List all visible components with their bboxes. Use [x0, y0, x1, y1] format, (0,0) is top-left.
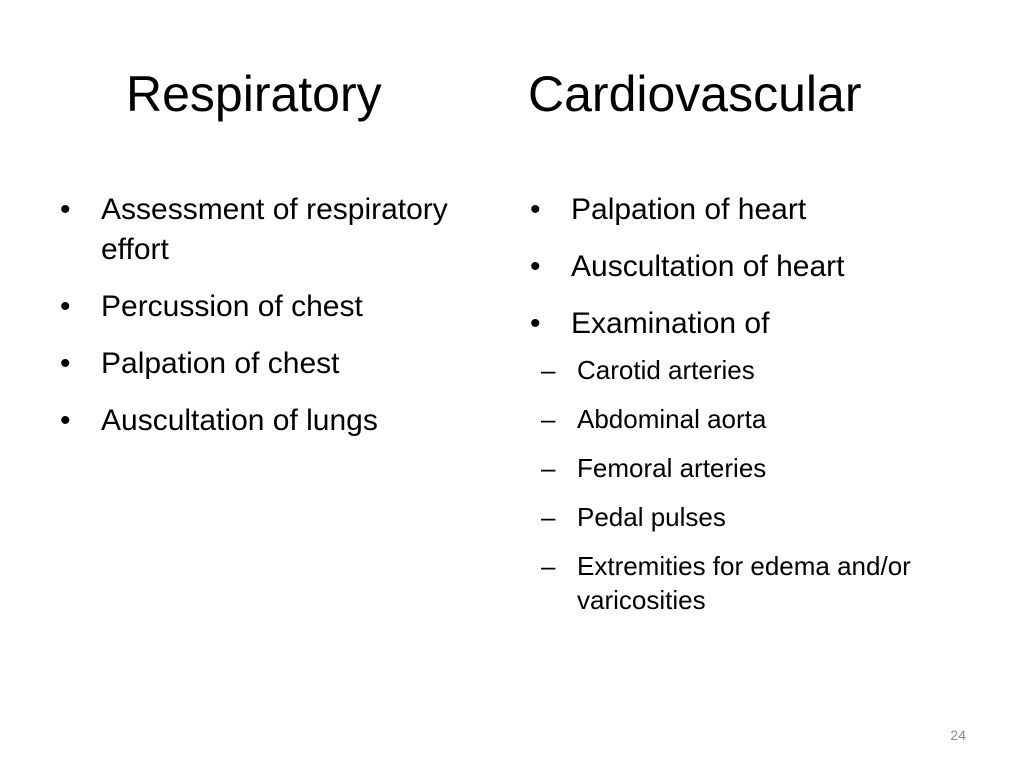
- cardiovascular-heading: Cardiovascular: [528, 66, 862, 122]
- cardiovascular-list: [530, 190, 970, 634]
- sub-list-item: – Pedal pulses: [533, 500, 970, 534]
- respiratory-list: [60, 190, 480, 458]
- sub-list-item: – Abdominal aorta: [533, 402, 970, 436]
- list-item: • Auscultation of heart: [530, 247, 970, 287]
- list-item: • Palpation of chest: [60, 344, 480, 384]
- sub-list-item: – Extremities for edema and/or varicosities: [533, 549, 970, 617]
- examination-sublist: [571, 353, 970, 617]
- list-item: • Percussion of chest: [60, 287, 480, 327]
- list-item: • Palpation of heart: [530, 190, 970, 230]
- sub-list-item: – Femoral arteries: [533, 451, 970, 485]
- respiratory-heading: Respiratory: [126, 66, 382, 122]
- list-item: • Auscultation of lungs: [60, 401, 480, 441]
- list-item: [530, 304, 970, 617]
- list-item-label: Examination of: [571, 307, 770, 340]
- list-item: • Assessment of respiratory effort: [60, 190, 480, 270]
- sub-list-item: – Carotid arteries: [533, 353, 970, 387]
- page-number: 24: [950, 727, 966, 743]
